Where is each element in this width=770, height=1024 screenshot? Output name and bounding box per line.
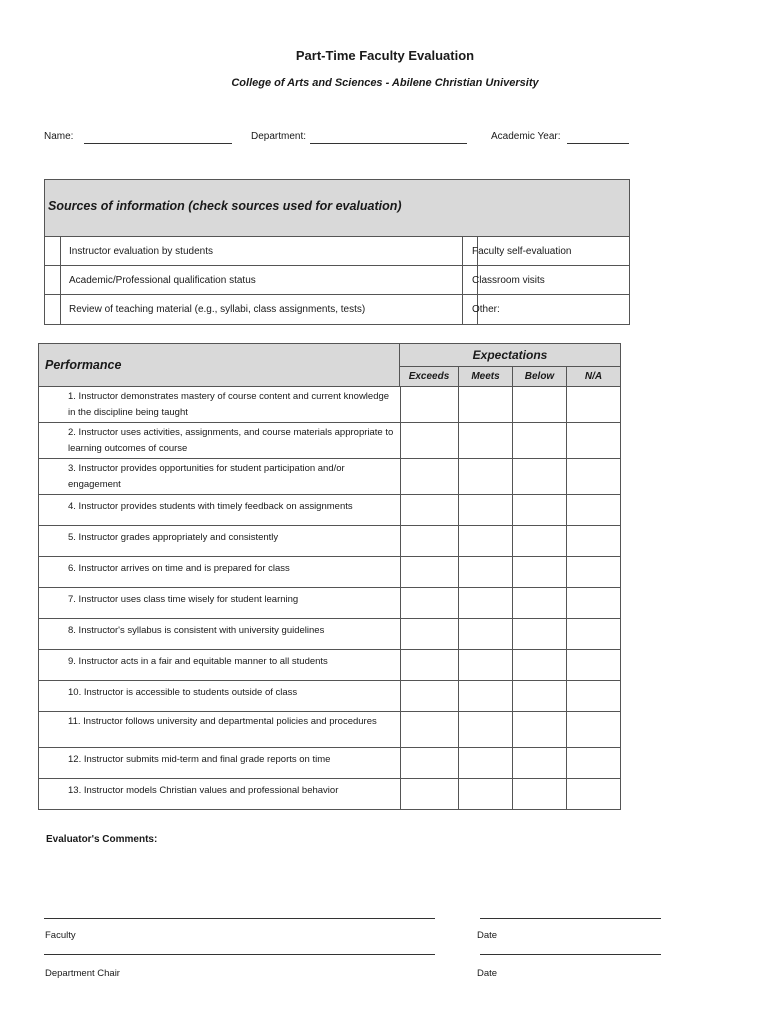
na-cell[interactable] — [566, 681, 620, 711]
below-cell[interactable] — [512, 779, 566, 810]
date-label: Date — [477, 968, 498, 979]
department-label: Department: — [251, 131, 307, 142]
comments-label: Evaluator's Comments: — [46, 834, 158, 845]
below-cell[interactable] — [512, 459, 566, 494]
performance-heading: Performance — [45, 358, 122, 372]
performance-row — [39, 681, 620, 712]
performance-row — [39, 423, 620, 459]
na-cell[interactable] — [566, 557, 620, 587]
source-label: Faculty self-evaluation — [472, 246, 572, 257]
department-field[interactable] — [310, 143, 467, 144]
below-cell[interactable] — [512, 423, 566, 458]
chair-date-line[interactable] — [480, 954, 661, 955]
exceeds-cell[interactable] — [400, 779, 458, 810]
exceeds-cell[interactable] — [400, 712, 458, 747]
page-title: Part-Time Faculty Evaluation — [295, 48, 475, 63]
performance-item-label: 12. Instructor submits mid-term and final grade reports on time — [68, 754, 331, 765]
na-cell[interactable] — [566, 779, 620, 810]
below-cell[interactable] — [512, 588, 566, 618]
performance-item-label: 9. Instructor acts in a fair and equitable manner to all students — [68, 656, 328, 667]
below-cell[interactable] — [512, 712, 566, 747]
below-cell[interactable] — [512, 495, 566, 525]
performance-row — [39, 588, 620, 619]
department-chair-label: Department Chair — [45, 968, 120, 979]
meets-cell[interactable] — [458, 526, 512, 556]
exceeds-cell[interactable] — [400, 619, 458, 649]
meets-cell[interactable] — [458, 681, 512, 711]
academic-year-field[interactable] — [567, 143, 629, 144]
sources-row — [45, 237, 629, 266]
source-checkbox[interactable] — [45, 237, 61, 265]
sources-header — [45, 180, 629, 237]
faculty-label: Faculty — [45, 930, 76, 941]
na-cell[interactable] — [566, 588, 620, 618]
chair-signature-line[interactable] — [44, 954, 435, 955]
expectations-header — [400, 344, 620, 387]
performance-row — [39, 619, 620, 650]
exceeds-cell[interactable] — [400, 588, 458, 618]
performance-header — [39, 344, 400, 387]
sources-row — [45, 266, 629, 295]
below-cell[interactable] — [512, 748, 566, 778]
na-cell[interactable] — [566, 748, 620, 778]
performance-item-label: 7. Instructor uses class time wisely for student learning — [68, 594, 299, 605]
performance-row — [39, 387, 620, 423]
below-cell[interactable] — [512, 619, 566, 649]
sources-heading: Sources of information (check sources used for evaluation) — [48, 199, 402, 213]
exceeds-cell[interactable] — [400, 423, 458, 458]
exceeds-cell[interactable] — [400, 681, 458, 711]
column-below: Below — [512, 366, 566, 387]
below-cell[interactable] — [512, 526, 566, 556]
meets-cell[interactable] — [458, 650, 512, 680]
faculty-date-line[interactable] — [480, 918, 661, 919]
meets-cell[interactable] — [458, 423, 512, 458]
na-cell[interactable] — [566, 712, 620, 747]
below-cell[interactable] — [512, 557, 566, 587]
sources-table — [44, 179, 630, 325]
na-cell[interactable] — [566, 526, 620, 556]
performance-row — [39, 748, 620, 779]
performance-item-label: 13. Instructor models Christian values and professional behavior — [68, 785, 339, 796]
below-cell[interactable] — [512, 650, 566, 680]
na-cell[interactable] — [566, 650, 620, 680]
performance-row — [39, 779, 620, 810]
performance-item-label: 11. Instructor follows university and departmental policies and procedures — [68, 716, 377, 727]
column-meets: Meets — [458, 366, 512, 387]
exceeds-cell[interactable] — [400, 748, 458, 778]
performance-item-label: 3. Instructor provides opportunities for student participation and/or engagement — [68, 463, 345, 490]
na-cell[interactable] — [566, 423, 620, 458]
meets-cell[interactable] — [458, 779, 512, 810]
na-cell[interactable] — [566, 387, 620, 422]
meets-cell[interactable] — [458, 459, 512, 494]
performance-item-label: 10. Instructor is accessible to students outside of class — [68, 687, 298, 698]
performance-row — [39, 495, 620, 526]
performance-table — [38, 343, 621, 810]
column-na: N/A — [566, 366, 620, 387]
source-checkbox[interactable] — [45, 266, 61, 294]
source-label: Instructor evaluation by students — [69, 246, 213, 257]
meets-cell[interactable] — [458, 748, 512, 778]
performance-row — [39, 459, 620, 495]
exceeds-cell[interactable] — [400, 557, 458, 587]
source-label: Review of teaching material (e.g., syllabi, class assignments, tests) — [69, 304, 366, 315]
source-checkbox[interactable] — [45, 295, 61, 324]
column-exceeds: Exceeds — [400, 366, 458, 387]
below-cell[interactable] — [512, 387, 566, 422]
meets-cell[interactable] — [458, 495, 512, 525]
name-field[interactable] — [84, 143, 232, 144]
academic-year-label: Academic Year: — [491, 131, 561, 142]
na-cell[interactable] — [566, 619, 620, 649]
meets-cell[interactable] — [458, 588, 512, 618]
expectations-heading: Expectations — [472, 348, 548, 362]
na-cell[interactable] — [566, 459, 620, 494]
performance-item-label: 4. Instructor provides students with timely feedback on assignments — [68, 501, 353, 512]
below-cell[interactable] — [512, 681, 566, 711]
sources-row — [45, 295, 629, 324]
meets-cell[interactable] — [458, 387, 512, 422]
performance-item-label: 5. Instructor grades appropriately and consistently — [68, 532, 279, 543]
faculty-signature-line[interactable] — [44, 918, 435, 919]
source-label: Other: — [472, 304, 500, 315]
performance-item-label: 1. Instructor demonstrates mastery of course content and current knowledge in the discipline being taught — [68, 391, 390, 418]
source-label: Classroom visits — [472, 275, 545, 286]
date-label: Date — [477, 930, 498, 941]
performance-item-label: 6. Instructor arrives on time and is prepared for class — [68, 563, 290, 574]
exceeds-cell[interactable] — [400, 387, 458, 422]
exceeds-cell[interactable] — [400, 526, 458, 556]
exceeds-cell[interactable] — [400, 650, 458, 680]
na-cell[interactable] — [566, 495, 620, 525]
performance-item-label: 8. Instructor's syllabus is consistent with university guidelines — [68, 625, 325, 636]
name-label: Name: — [44, 131, 74, 142]
page-subtitle: College of Arts and Sciences - Abilene Christian University — [231, 77, 539, 89]
performance-row — [39, 557, 620, 588]
meets-cell[interactable] — [458, 619, 512, 649]
performance-row — [39, 650, 620, 681]
meets-cell[interactable] — [458, 712, 512, 747]
performance-row — [39, 712, 620, 748]
performance-row — [39, 526, 620, 557]
exceeds-cell[interactable] — [400, 459, 458, 494]
source-label: Academic/Professional qualification status — [69, 275, 256, 286]
exceeds-cell[interactable] — [400, 495, 458, 525]
performance-item-label: 2. Instructor uses activities, assignments, and course materials appropriate to learning outcomes of course — [68, 427, 394, 454]
meets-cell[interactable] — [458, 557, 512, 587]
